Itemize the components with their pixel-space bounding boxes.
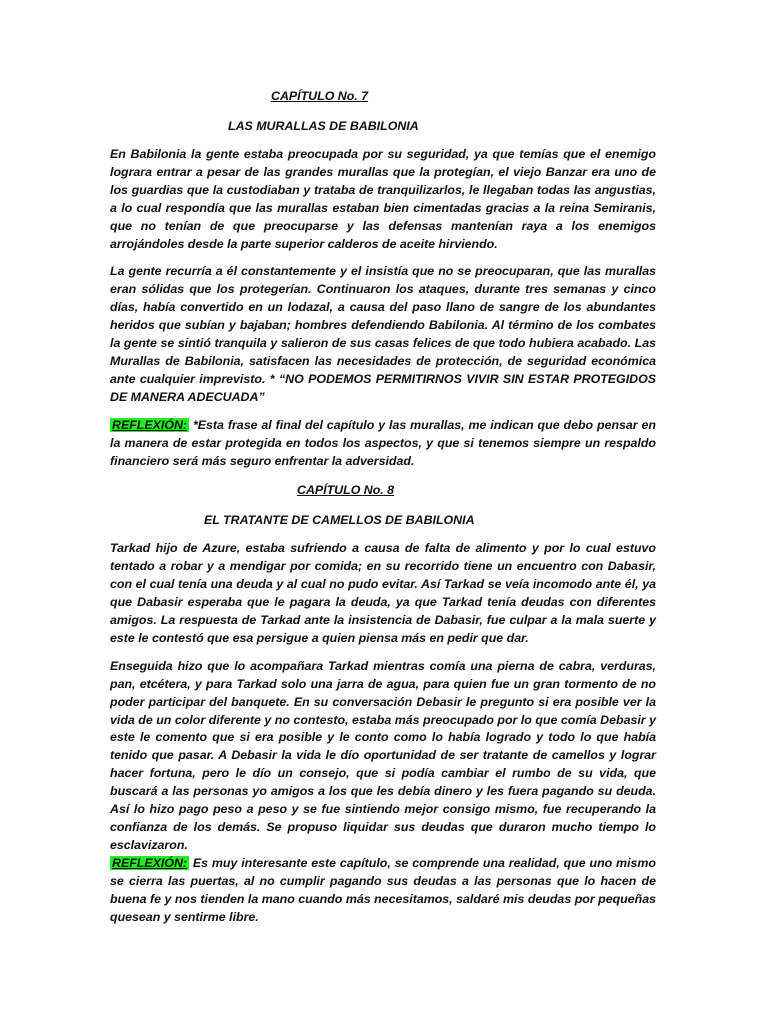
chapter-8-paragraph-1: Tarkad hijo de Azure, estaba sufriendo a causa de falta de alimento y por lo cual estuvo tentado a robar y a mendigar por comida; en su recorrido tiene un encuentro con Dabasir, con el cual tenía una deuda y al cual no pudo evitar. Así Tarkad se veía incomodo ante él, ya que Dabasir esperaba que le pagara la deuda, ya que Tarkad tenía deudas con diferentes amigos. La respuesta de Tarkad ante la insistencia de Dabasir, fue culpar a la mala suerte y este le contestó que esa persigue a quien piensa más en pedir que dar.: [110, 541, 656, 645]
chapter-8-title: EL TRATANTE DE CAMELLOS DE BABILONIA: [204, 513, 475, 528]
document-page: [110, 86, 656, 936]
chapter-7-heading: CAPÍTULO No. 7: [271, 89, 369, 103]
chapter-7-paragraph-2: La gente recurría a él constantemente y el insistía que no se preocuparan, que las murallas eran sólidas que los protegerían. Continuaron los ataques, durante tres semanas y cinco días, había convertido en un lodazal, a causa del paso llano de sangre de los abundantes heridos que subían y bajaban; hombres defendiendo Babilonia. Al término de los combates la gente se sintió tranquila y salieron de sus casas felices de que todo hubiera acabado. Las Murallas de Babilonia, satisfacen las necesidades de protección, de seguridad económica ante cualquier imprevisto. * “NO PODEMOS PERMITIRNOS VIVIR SIN ESTAR PROTEGIDOS DE MANERA ADECUADA”: [110, 264, 656, 404]
chapter-7-paragraph-1: En Babilonia la gente estaba preocupada por su seguridad, ya que temías que el enemigo lograrа entrar a pesar de las grandes murallas que la protegían, el viejo Banzar era uno de los guardias que la custodiaban y trataba de tranquilizarlos, le llegaban todas las angustias, a lo cual respondía que las murallas estaban bien cimentadas gracias a la reina Semiranis, que no tenían de que preocuparse y las defensas mantenían raya a los enemigos arrojándoles desde la parte superior calderos de aceite hirviendo.: [110, 147, 656, 251]
chapter-7-reflection: [110, 417, 656, 471]
chapter-8-heading: CAPÍTULO No. 8: [297, 483, 395, 498]
chapter-8-reflection: [110, 855, 656, 927]
chapter-7-reflection-text: *Esta frase al final del capítulo y las murallas, me indican que debo pensar en la manera de estar protegida en todos los aspectos, y que si tenemos siempre un respaldo financiero será más seguro enfrentar la adversidad.: [110, 417, 656, 468]
reflection-label: REFLEXIÓN:: [112, 417, 188, 432]
chapter-7-title: LAS MURALLAS DE BABILONIA: [228, 119, 419, 133]
chapter-8-reflection-text: Es muy interesante este capítulo, se comprende una realidad, que uno mismo se cierra las puertas, al no cumplir pagando sus deudas a las personas que lo hacen de buena fe y nos tienden la mano cuando más necesitamos, saldaré mis deudas por pequeñas quesean y sentirme libre.: [110, 855, 656, 924]
reflection-label: REFLEXIÓN:: [112, 855, 188, 870]
chapter-8-paragraph-2: Enseguida hizo que lo acompañara Tarkad mientras comía una pierna de cabra, verduras, pan, etcétera, y para Tarkad solo una jarra de agua, para quien fue un gran tormento de no poder participar del banquete. En su conversación Debasir le pregunto si era posible ver la vida de un color diferente y no contesto, estaba más preocupado por lo que comía Debasir y este le comento que si era posible y le conto como lo había logrado y todo lo que había tenido que pasar. A Debasir la vida le dío oportunidad de ser tratante de camellos y lograr hacer fortuna, pero le dío un consejo, que si podía cambiar el rumbo de su vida, que buscará a las personas yo amigos a los que les debía dinero y les fuera pagando su deuda. Así lo hizo pago peso a peso y se fue sintiendo mejor consigo mismo, fue recuperando la confianza de los demás. Se propuso liquidar sus deudas que duraron mucho tiempo lo esclavizaron.: [110, 658, 656, 852]
